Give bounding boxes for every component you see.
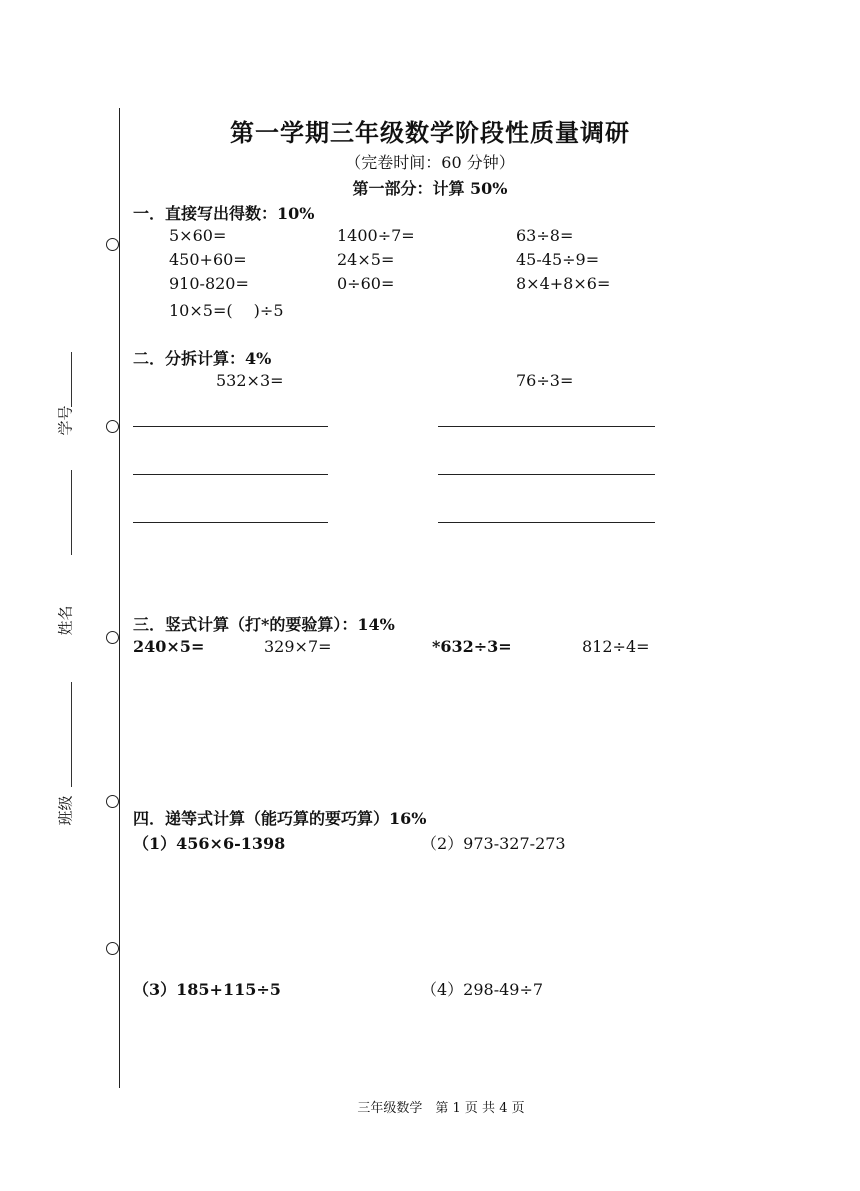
problem-item: *632÷3= [432, 637, 512, 656]
section2-heading: 二．分拆计算：4% [133, 349, 272, 368]
time-note: （完卷时间：60 分钟） [345, 153, 515, 172]
problem-item: 0÷60= [337, 274, 395, 293]
section3-heading: 三．竖式计算（打*的要验算）：14% [133, 615, 395, 634]
problem-item: 240×5= [133, 637, 205, 656]
problem-item: 24×5= [337, 250, 395, 269]
problem-item: 45-45÷9= [516, 250, 600, 269]
binding-hole [106, 942, 119, 955]
section4-heading: 四．递等式计算（能巧算的要巧算）16% [133, 809, 427, 828]
student-id-underline [71, 352, 72, 407]
name-underline [71, 470, 72, 555]
problem-item: （2）973-327-273 [421, 834, 566, 853]
class-label: 班级 [56, 795, 75, 826]
section1-heading: 一．直接写出得数：10% [133, 204, 315, 223]
problem-item: 532×3= [216, 371, 284, 390]
part-heading: 第一部分：计算 50% [352, 179, 508, 198]
problem-item: 63÷8= [516, 226, 574, 245]
binding-line [119, 108, 120, 1088]
binding-hole [106, 420, 119, 433]
problem-item: （1）456×6-1398 [133, 834, 286, 853]
problem-item: 76÷3= [516, 371, 574, 390]
problem-item: 450+60= [169, 250, 247, 269]
problem-item: 812÷4= [582, 637, 650, 656]
problem-item: （3）185+115÷5 [133, 980, 281, 999]
binding-hole [106, 795, 119, 808]
problem-item: 1400÷7= [337, 226, 415, 245]
student-id-label: 学号 [56, 405, 75, 436]
page-title: 第一学期三年级数学阶段性质量调研 [230, 118, 630, 147]
answer-line [133, 426, 328, 427]
problem-item: 910-820= [169, 274, 249, 293]
problem-item: 329×7= [264, 637, 332, 656]
answer-line [438, 426, 655, 427]
answer-line [133, 474, 328, 475]
name-label: 姓名 [56, 605, 75, 636]
page-footer: 三年级数学 第 1 页 共 4 页 [357, 1101, 525, 1116]
answer-line [133, 522, 328, 523]
problem-item: 8×4+8×6= [516, 274, 611, 293]
problem-item: 10×5=( )÷5 [169, 301, 284, 320]
binding-hole [106, 238, 119, 251]
answer-line [438, 522, 655, 523]
answer-line [438, 474, 655, 475]
binding-hole [106, 631, 119, 644]
class-underline [71, 682, 72, 787]
problem-item: 5×60= [169, 226, 227, 245]
problem-item: （4）298-49÷7 [421, 980, 544, 999]
